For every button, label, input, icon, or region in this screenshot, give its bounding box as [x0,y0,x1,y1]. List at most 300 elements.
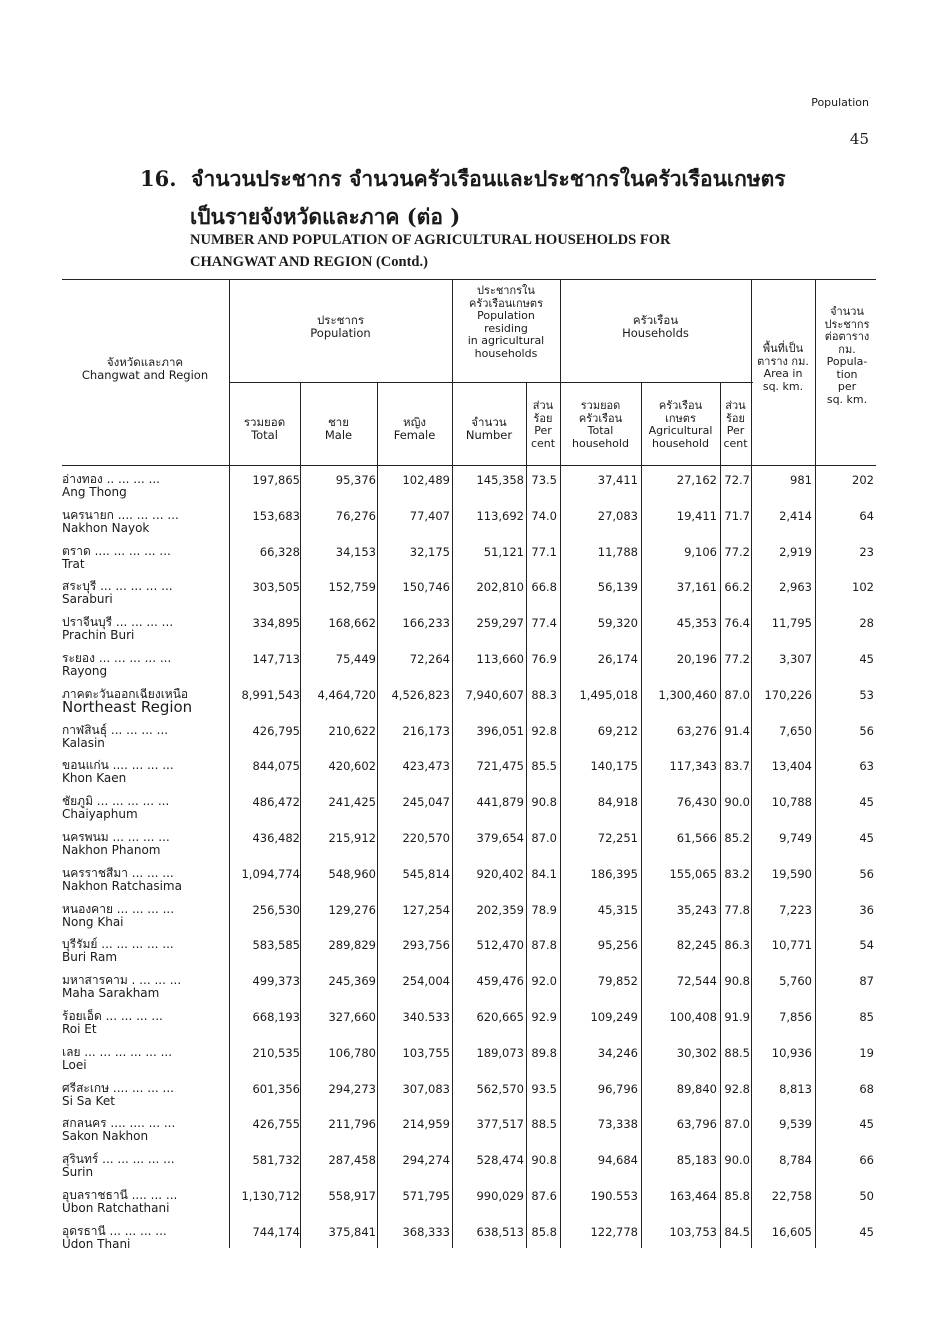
cell-ag-number: 562,570 [476,1081,524,1096]
cell-total: 303,505 [252,580,300,595]
row-name-english: Saraburi [62,592,113,607]
row-name-thai: กาฬสินธุ์ ... ... ... ... [62,722,169,737]
cell-area: 3,307 [779,652,812,666]
header-hh-ag-th1: ครัวเรือน [658,399,703,412]
table-row [62,898,882,934]
row-name-english: Buri Ram [62,950,118,965]
header-pct-th2: ร้อย [533,411,553,425]
cell-hh-total: 72,251 [597,831,638,845]
header-households-en: Households [622,326,689,340]
header-hh-ag-en1: Agricultural [648,424,713,437]
cell-total: 744,174 [252,1224,300,1239]
cell-female: 127,254 [402,902,450,917]
cell-female: 4,526,823 [391,687,450,702]
cell-hh-pct: 87.0 [724,687,750,702]
cell-hh-total: 37,411 [597,473,638,487]
cell-density: 54 [859,938,874,953]
cell-density: 68 [859,1081,874,1096]
cell-ag-pct: 89.8 [531,1045,557,1060]
cell-hh-pct: 91.4 [724,723,750,738]
cell-female: 307,083 [402,1081,450,1096]
cell-male: 34,153 [335,544,376,559]
row-name-english: Prachin Buri [62,628,135,643]
cell-male: 152,759 [328,580,376,595]
cell-total: 334,895 [252,616,300,631]
row-name-english: Surin [62,1165,94,1180]
table-row [62,504,882,540]
row-name-thai: ศรีสะเกษ .... ... ... ... [62,1080,174,1095]
cell-ag-pct: 74.0 [531,508,557,523]
cell-ag-pct: 90.8 [531,1153,557,1168]
table-row [62,1041,882,1077]
header-female-en: Female [393,428,436,442]
row-name-thai: นครพนม ... ... ... ... [62,830,170,844]
cell-hh-pct: 66.2 [724,580,750,595]
header-total [229,416,300,442]
cell-total: 1,130,712 [241,1189,300,1203]
cell-ag-pct: 77.1 [531,544,557,559]
row-name-english: Si Sa Ket [62,1093,115,1108]
row-name-english: Nakhon Phanom [62,843,161,857]
cell-ag-pct: 88.5 [531,1117,557,1132]
cell-female: 214,959 [402,1117,450,1132]
header-hh-total-en1: Total [587,424,614,437]
cell-female: 340.533 [402,1010,450,1024]
cell-density: 102 [852,580,874,595]
cell-area: 8,813 [779,1081,812,1096]
cell-female: 166,233 [402,616,450,631]
row-name-thai: สกลนคร .... .... ... ... [62,1116,176,1131]
table-title-thai-text: จำนวนประชากร จำนวนครัวเรือนและประชากรในครัวเรือนเกษตร [191,166,786,191]
header-density-en4: sq. km. [826,392,868,406]
cell-hh-total: 94,684 [597,1153,638,1168]
table-row [62,754,882,790]
table-row [62,611,882,647]
table-row [62,647,882,683]
cell-area: 981 [790,473,812,487]
cell-female: 294,274 [402,1153,450,1168]
cell-female: 102,489 [402,473,450,487]
cell-ag-pct: 85.8 [531,1224,557,1239]
cell-ag-pct: 76.9 [531,652,557,666]
cell-hh-ag: 76,430 [676,795,717,810]
row-name-thai: ชัยภูมิ ... ... ... ... ... [62,794,170,809]
cell-density: 50 [859,1189,874,1203]
cell-ag-pct: 66.8 [531,580,557,595]
cell-hh-total: 84,918 [597,795,638,810]
cell-hh-total: 27,083 [597,508,638,523]
cell-hh-total: 122,778 [590,1224,638,1239]
cell-ag-number: 721,475 [476,759,524,774]
header-agpop-en2: residing [484,321,528,335]
cell-ag-number: 51,121 [483,544,524,559]
cell-hh-pct: 87.0 [724,1117,750,1132]
table-title-english-line1: NUMBER AND POPULATION OF AGRICULTURAL HOUSEHOLDS FOR [190,232,671,248]
row-name-english: Roi Et [62,1022,97,1036]
cell-area: 7,650 [779,723,812,738]
row-name-english: Sakon Nakhon [62,1129,149,1144]
header-hh-ag-th2: เกษตร [665,411,696,425]
cell-ag-pct: 84.1 [531,866,557,881]
cell-female: 293,756 [402,938,450,953]
header-agricultural-household [641,400,720,450]
header-area-th1: พื้นที่เป็น [762,342,804,355]
cell-hh-ag: 100,408 [669,1010,717,1024]
cell-male: 294,273 [328,1081,376,1096]
cell-hh-pct: 71.7 [724,508,750,523]
cell-hh-total: 79,852 [597,974,638,989]
cell-ag-number: 528,474 [476,1153,524,1168]
cell-area: 7,223 [779,902,812,917]
cell-hh-ag: 20,196 [676,652,717,666]
table-row [62,862,882,898]
cell-male: 75,449 [335,652,376,666]
cell-ag-pct: 92.8 [531,723,557,738]
table-row [62,790,882,826]
header-population-th: ประชากร [316,313,365,327]
cell-ag-pct: 90.8 [531,795,557,810]
cell-total: 197,865 [252,473,300,487]
header-inner-rule [229,382,753,383]
cell-female: 103,755 [402,1045,450,1060]
cell-total: 153,683 [252,508,300,523]
header-density-en2: tion [836,367,858,381]
table-row [62,683,882,719]
row-name-thai: นครราชสีมา ... ... ... [62,865,174,880]
cell-area: 2,414 [779,508,812,523]
header-total-th: รวมยอด [243,415,286,429]
header-male-th: ชาย [327,415,349,429]
cell-total: 436,482 [252,831,300,845]
cell-ag-number: 189,073 [476,1045,524,1060]
row-name-english: Udon Thani [62,1236,131,1251]
cell-hh-total: 45,315 [597,902,638,917]
row-name-thai: อุบลราชธานี .... ... ... [62,1188,178,1202]
header-male-en: Male [324,428,353,442]
cell-total: 256,530 [252,902,300,917]
cell-female: 545,814 [402,866,450,881]
cell-hh-total: 11,788 [597,544,638,559]
header-region-th: จังหวัดและภาค [106,355,184,369]
cell-ag-number: 990,029 [476,1189,524,1203]
header-hh-percent [720,400,751,450]
table-row [62,1005,882,1041]
cell-ag-number: 377,517 [476,1117,524,1132]
row-name-english: Ubon Ratchathani [62,1201,170,1215]
cell-hh-pct: 77.2 [724,544,750,559]
cell-density: 64 [859,508,874,523]
cell-total: 499,373 [252,974,300,989]
cell-total: 426,755 [252,1117,300,1132]
header-agricultural-population [452,285,560,360]
header-total-en: Total [251,428,278,442]
header-number-en: Number [465,428,513,442]
cell-hh-ag: 163,464 [669,1189,717,1203]
cell-density: 36 [859,902,874,917]
table-row [62,933,882,969]
header-female-th: หญิง [403,415,426,429]
row-name-english: Ang Thong [62,485,127,499]
cell-area: 19,590 [771,866,812,881]
header-male [300,416,377,442]
cell-hh-pct: 86.3 [724,938,750,953]
cell-area: 5,760 [779,974,812,989]
cell-hh-pct: 84.5 [724,1224,750,1239]
header-hh-total-en2: household [572,436,629,450]
header-density-en1: Popula- [826,355,868,368]
cell-male: 4,464,720 [317,687,376,702]
cell-hh-ag: 1,300,460 [658,687,717,702]
row-name-english: Maha Sarakham [62,986,160,1001]
row-name-thai: ร้อยเอ็ด ... ... ... ... [62,1009,163,1023]
cell-hh-total: 96,796 [597,1081,638,1096]
cell-male: 375,841 [328,1224,376,1239]
cell-hh-ag: 85,183 [676,1153,717,1168]
cell-hh-total: 56,139 [597,580,638,595]
cell-hh-pct: 83.2 [724,866,750,881]
cell-ag-number: 441,879 [476,795,524,810]
cell-ag-pct: 92.0 [531,974,557,989]
cell-area: 7,856 [779,1010,812,1024]
table-title-thai-line1 [140,163,786,196]
cell-hh-pct: 83.7 [724,759,750,774]
header-area [751,343,815,393]
cell-ag-pct: 87.6 [531,1189,557,1203]
header-agpop-th1: ประชากรใน [477,284,535,297]
cell-hh-ag: 82,245 [676,938,717,953]
cell-density: 56 [859,866,874,881]
cell-ag-number: 638,513 [476,1224,524,1239]
cell-ag-number: 379,654 [476,831,524,845]
cell-male: 95,376 [335,473,376,487]
row-name-english: Northeast Region [62,697,193,716]
cell-density: 45 [859,1117,874,1132]
cell-male: 210,622 [328,723,376,738]
cell-hh-total: 73,338 [597,1117,638,1132]
table-row [62,1184,882,1220]
header-region [62,356,228,382]
cell-hh-pct: 85.8 [724,1189,750,1203]
row-name-thai: เลย ... ... ... ... ... ... [62,1044,173,1059]
cell-density: 45 [859,652,874,666]
cell-male: 168,662 [328,616,376,631]
header-area-th2: ตาราง กม. [757,354,809,368]
cell-ag-number: 396,051 [476,723,524,738]
header-agpop-th2: ครัวเรือนเกษตร [469,296,543,310]
cell-hh-ag: 103,753 [669,1224,717,1239]
cell-hh-ag: 72,544 [676,974,717,989]
cell-ag-pct: 77.4 [531,616,557,631]
cell-hh-ag: 117,343 [669,759,717,774]
cell-male: 129,276 [328,902,376,917]
cell-area: 10,936 [771,1045,812,1060]
cell-total: 426,795 [252,723,300,738]
row-name-english: Rayong [62,664,108,678]
header-households [560,314,751,340]
cell-ag-number: 202,810 [476,580,524,595]
header-hh-pct-th2: ร้อย [726,411,745,425]
cell-hh-pct: 92.8 [724,1081,750,1096]
cell-area: 11,795 [771,616,812,631]
cell-hh-ag: 30,302 [676,1045,717,1060]
cell-total: 147,713 [252,652,300,666]
header-number-th: จำนวน [471,415,507,429]
cell-ag-pct: 78.9 [531,902,557,917]
header-bottom-rule [62,465,876,466]
cell-ag-number: 113,660 [476,652,524,666]
cell-total: 66,328 [259,544,300,559]
cell-ag-pct: 92.9 [531,1010,557,1024]
table-title-thai-line2: เป็นรายจังหวัดและภาค (ต่อ ) [190,204,461,229]
row-name-thai: มหาสารคาม . ... ... ... [62,973,182,988]
cell-hh-ag: 27,162 [676,473,717,487]
cell-area: 170,226 [764,687,812,702]
cell-hh-total: 1,495,018 [579,687,638,702]
cell-ag-pct: 85.5 [531,759,557,774]
cell-area: 2,919 [779,544,812,559]
header-area-en1: Area in [763,367,803,380]
header-hh-pct-en2: cent [723,436,748,450]
row-name-thai: นครนายก .... ... ... ... [62,507,179,522]
cell-female: 72,264 [409,652,450,666]
cell-male: 76,276 [335,508,376,523]
cell-area: 9,749 [779,831,812,845]
cell-ag-pct: 73.5 [531,473,557,487]
row-name-english: Trat [62,556,85,571]
cell-density: 85 [859,1010,874,1024]
cell-density: 63 [859,759,874,774]
header-households-th: ครัวเรือน [632,313,679,327]
header-pct-th1: ส่วน [532,399,554,412]
cell-hh-total: 109,249 [590,1010,638,1024]
row-name-thai: อ่างทอง .. ... ... ... [62,472,160,486]
header-density-th3: ต่อตาราง [824,330,870,343]
cell-hh-ag: 155,065 [669,866,717,881]
header-pct-en1: Per [534,424,552,437]
cell-hh-pct: 90.0 [724,1153,750,1168]
cell-hh-total: 95,256 [597,938,638,953]
cell-ag-number: 512,470 [476,938,524,953]
cell-hh-ag: 61,566 [676,831,717,845]
cell-hh-total: 59,320 [597,616,638,631]
table-row [62,1220,882,1256]
cell-hh-ag: 89,840 [676,1081,717,1096]
header-hh-pct-en1: Per [726,424,745,437]
cell-total: 844,075 [252,759,300,774]
cell-area: 10,788 [771,795,812,810]
cell-ag-number: 113,692 [476,508,524,523]
cell-hh-total: 186,395 [590,866,638,881]
header-area-en2: sq. km. [762,379,804,393]
header-number [452,416,526,442]
header-region-en: Changwat and Region [81,368,209,382]
cell-ag-number: 620,665 [476,1010,524,1024]
cell-ag-pct: 88.3 [531,687,557,702]
table-row [62,575,882,611]
cell-female: 32,175 [409,544,450,559]
cell-hh-ag: 45,353 [676,616,717,631]
cell-density: 23 [859,544,874,559]
cell-hh-ag: 63,796 [676,1117,717,1132]
cell-total: 583,585 [252,938,300,953]
header-population [229,314,452,340]
cell-total: 668,193 [252,1010,300,1024]
row-name-english: Kalasin [62,735,105,750]
cell-hh-ag: 9,106 [684,544,717,559]
cell-area: 22,758 [771,1189,812,1203]
cell-female: 254,004 [402,974,450,989]
cell-area: 2,963 [779,580,812,595]
table-row [62,1112,882,1148]
cell-hh-pct: 90.0 [724,795,750,810]
row-name-english: Loei [62,1057,87,1072]
header-female [377,416,452,442]
table-top-rule [62,279,876,280]
table-row [62,1077,882,1113]
table-row [62,969,882,1005]
cell-hh-ag: 63,276 [676,723,717,738]
cell-ag-number: 202,359 [476,902,524,917]
cell-female: 220,570 [402,831,450,845]
header-hh-total-th1: รวมยอด [580,399,621,412]
table-number: 16. [140,166,177,191]
header-density-th1: จำนวน [830,305,864,318]
row-name-thai: สระบุรี ... ... ... ... ... [62,579,173,594]
cell-hh-pct: 88.5 [724,1045,750,1060]
cell-density: 28 [859,616,874,631]
cell-ag-number: 259,297 [476,616,524,631]
table-row [62,826,882,862]
cell-total: 8,991,543 [241,687,300,702]
table-row [62,719,882,755]
header-ag-percent [526,400,560,450]
page-section-label: Population [811,96,869,109]
row-name-thai: บุรีรัมย์ ... ... ... ... ... [62,937,174,952]
cell-female: 245,047 [402,795,450,810]
cell-male: 548,960 [328,866,376,881]
cell-female: 571,795 [402,1189,450,1203]
cell-ag-pct: 93.5 [531,1081,557,1096]
cell-area: 16,605 [771,1224,812,1239]
row-name-thai: อุดรธานี ... ... ... ... [62,1223,167,1238]
cell-ag-number: 920,402 [476,866,524,881]
cell-total: 486,472 [252,795,300,810]
cell-density: 45 [859,1224,874,1239]
cell-male: 215,912 [328,831,376,845]
cell-hh-total: 140,175 [590,759,638,774]
cell-area: 10,771 [771,938,812,953]
row-name-thai: หนองคาย ... ... ... ... [62,901,175,916]
header-hh-total-th2: ครัวเรือน [578,411,623,425]
row-name-thai: ระยอง ... ... ... ... ... [62,651,172,665]
row-name-thai: สุรินทร์ ... ... ... ... ... [62,1152,175,1167]
row-name-thai: ตราด .... ... ... ... ... [62,543,171,558]
table-title-english-line2: CHANGWAT AND REGION (Contd.) [190,254,428,270]
cell-hh-pct: 90.8 [724,974,750,989]
row-name-thai: ภาคตะวันออกเฉียงเหนือ [62,686,189,701]
row-name-english: Chaiyaphum [62,807,138,822]
cell-hh-pct: 77.8 [724,902,750,917]
cell-male: 245,369 [328,974,376,989]
cell-area: 9,539 [779,1117,812,1132]
cell-male: 287,458 [328,1153,376,1168]
header-density-en3: per [837,380,857,393]
cell-density: 19 [859,1045,874,1060]
cell-ag-pct: 87.0 [531,831,557,845]
cell-female: 423,473 [402,759,450,774]
table-row [62,540,882,576]
cell-male: 558,917 [328,1189,376,1203]
